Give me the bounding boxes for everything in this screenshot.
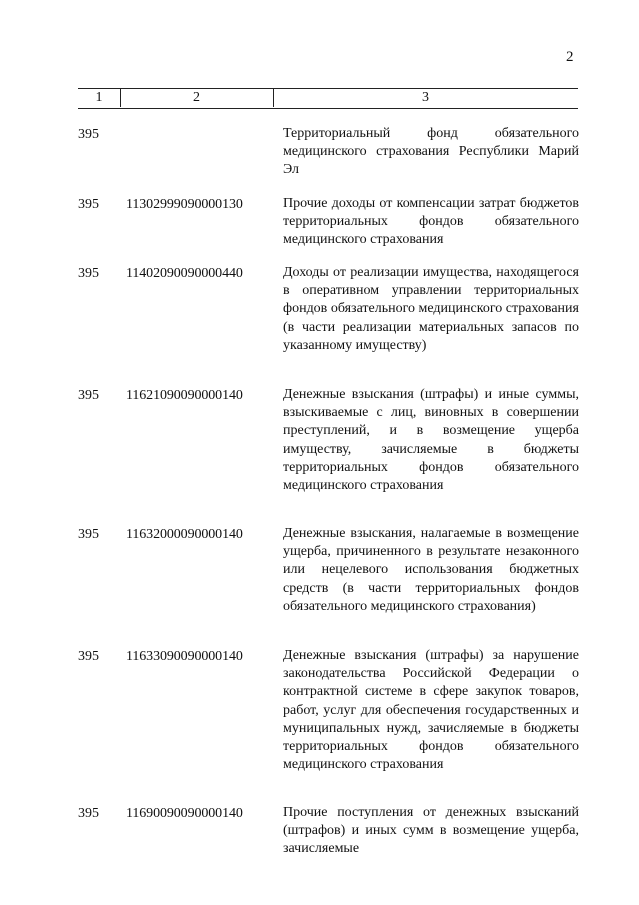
revenue-name: Прочие поступления от денежных взысканий (штрафов) и иных сумм в возмещение ущерба, зачисляемые: [283, 805, 579, 857]
revenue-code: 11633090090000140: [126, 649, 243, 664]
revenue-code: 11402090090000440: [126, 266, 243, 281]
revenue-name: Денежные взыскания, налагаемые в возмещение ущерба, причиненного в результате незаконного или нецелевого использования бюджетных средств (в части территориальных фондов обязательного медицинского страхования): [283, 526, 579, 614]
revenue-name: Территориальный фонд обязательного медицинского страхования Республики Марий Эл: [283, 126, 579, 178]
header-col-3: 3: [422, 90, 429, 105]
revenue-name: Доходы от реализации имущества, находящегося в оперативном управлении территориальных фондов обязательного медицинского страхования (в части реализации материальных запасов по указанному имуществу): [283, 265, 579, 353]
header-col-2: 2: [193, 90, 200, 105]
header-col-1: 1: [95, 90, 103, 105]
revenue-name: Прочие доходы от компенсации затрат бюджетов территориальных фондов обязательного медицинского страхования: [283, 196, 579, 248]
revenue-code: 11690090090000140: [126, 806, 243, 821]
revenue-code: 11632000090000140: [126, 527, 243, 542]
admin-code: 395: [78, 649, 99, 664]
admin-code: 395: [78, 127, 99, 142]
revenue-name: Денежные взыскания (штрафы) и иные суммы, взыскиваемые с лиц, виновных в совершении преступлений, и в возмещение ущерба имуществу, зачисляемые в бюджеты территориальных фондов обязательного медицинского страхования: [283, 387, 579, 494]
table-header: [78, 88, 578, 109]
revenue-code: 11302999090000130: [126, 197, 243, 212]
page-number: 2: [566, 49, 574, 65]
admin-code: 395: [78, 266, 99, 281]
revenue-name: Денежные взыскания (штрафы) за нарушение законодательства Российской Федерации о контрактной системе в сфере закупок товаров, работ, услуг для обеспечения государственных и муниципальных нужд, зачисляемые в бюджеты территориальных фондов обязательного медицинского страхования: [283, 648, 579, 773]
admin-code: 395: [78, 806, 99, 821]
admin-code: 395: [78, 388, 99, 403]
revenue-code: 11621090090000140: [126, 388, 243, 403]
header-divider: [273, 88, 274, 107]
admin-code: 395: [78, 527, 99, 542]
admin-code: 395: [78, 197, 99, 212]
header-divider: [120, 88, 121, 107]
